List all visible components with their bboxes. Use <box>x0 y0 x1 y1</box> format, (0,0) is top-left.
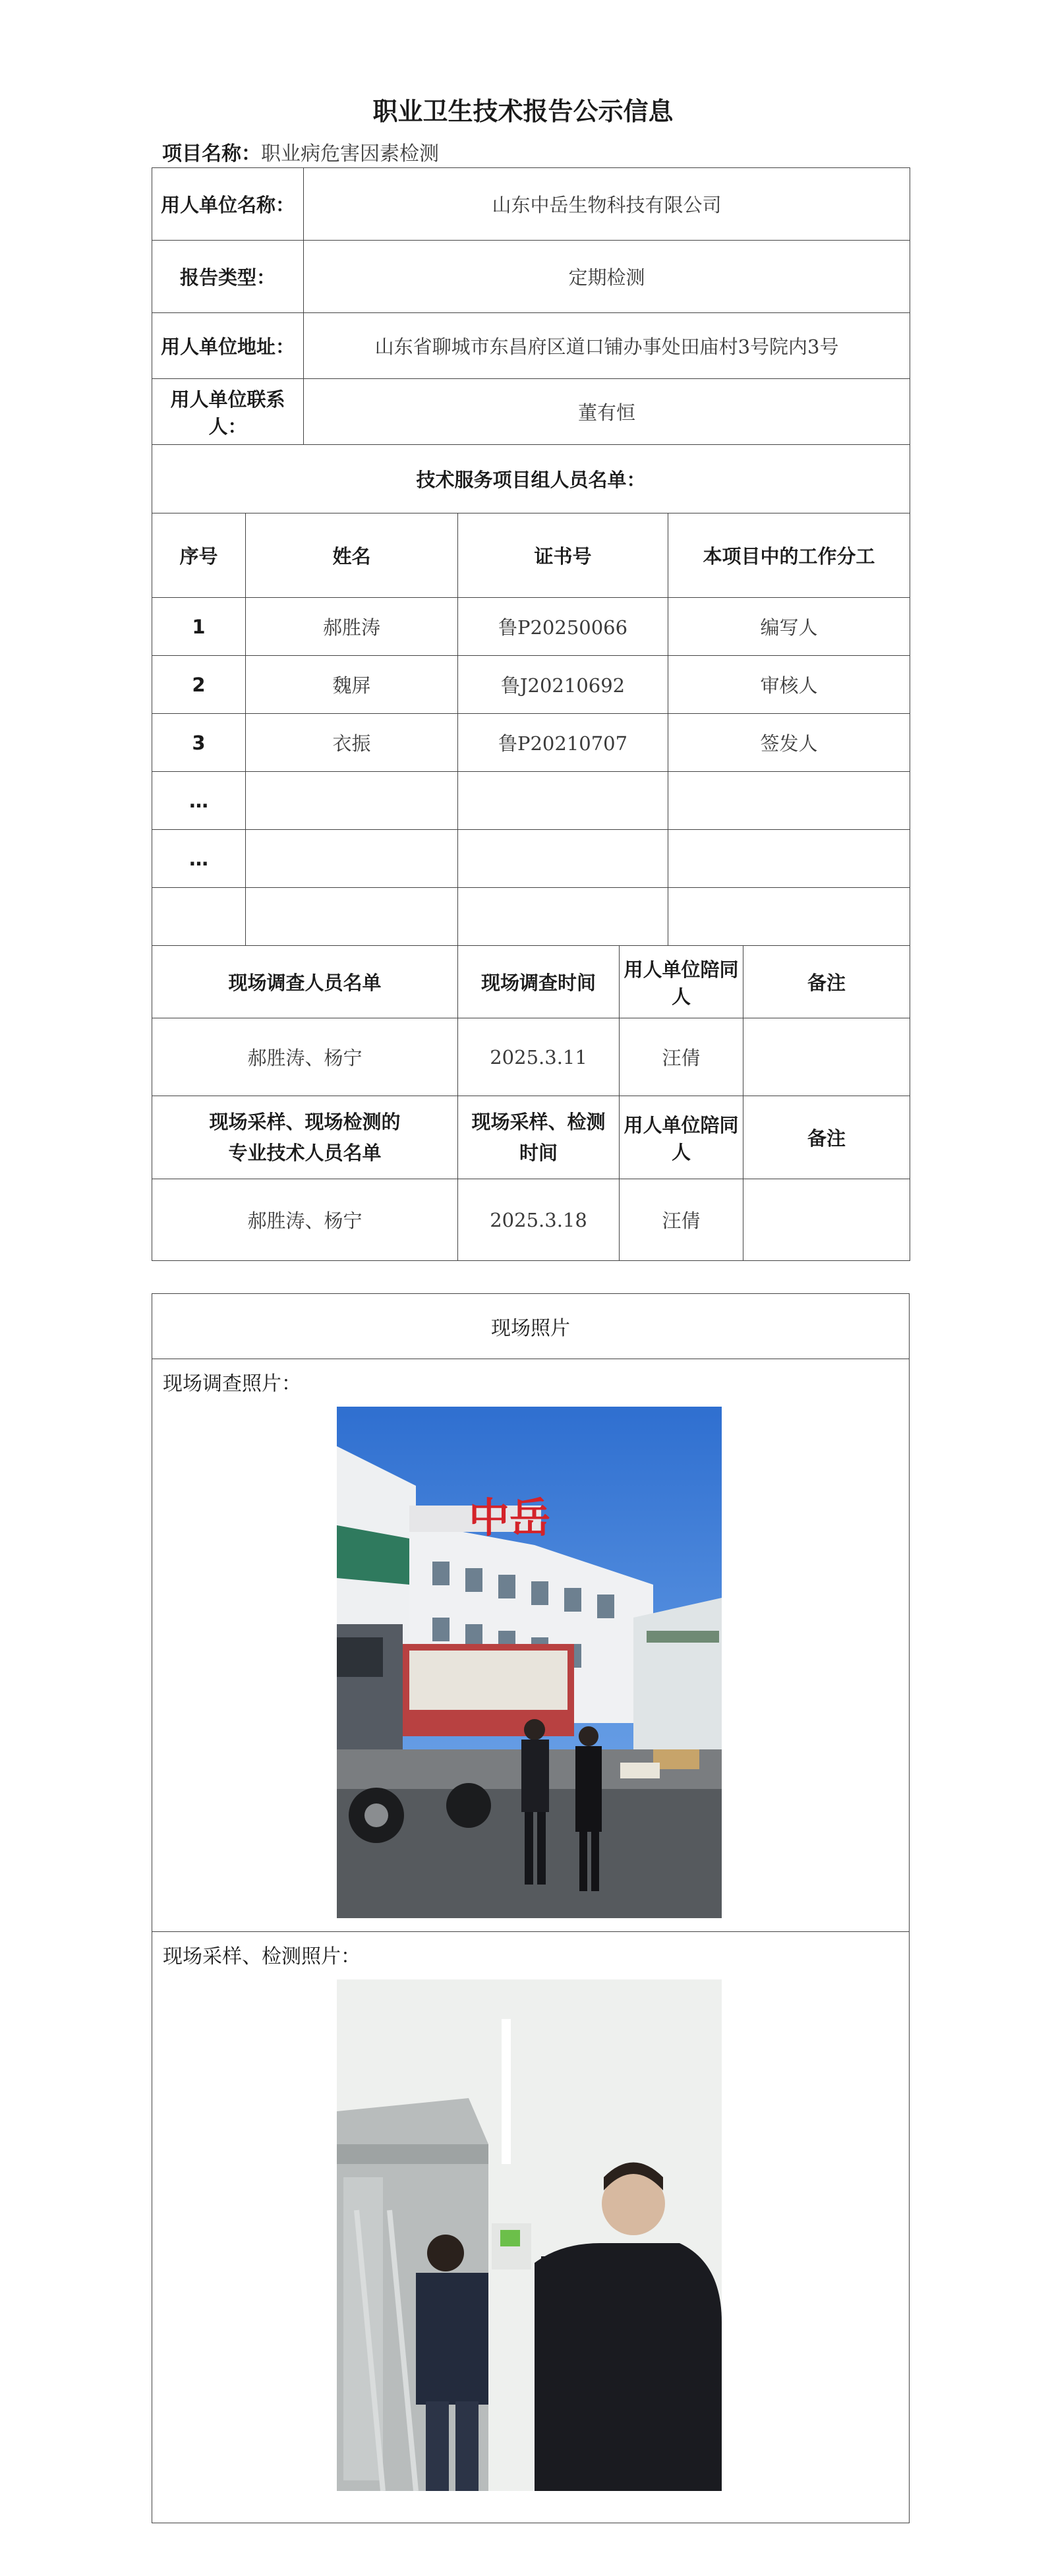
sampling-header-row <box>152 1096 910 1179</box>
team-row-role <box>668 830 910 888</box>
site-photos-heading: 现场照片 <box>152 1294 909 1359</box>
team-row-no: 2 <box>152 656 246 714</box>
survey-photo-label: 现场调查照片： <box>163 1372 301 1395</box>
team-row-role: 签发人 <box>668 714 910 772</box>
project-name-line <box>162 137 439 166</box>
survey-header-row <box>152 946 910 1018</box>
survey-time-header: 现场调查时间 <box>458 946 620 1018</box>
survey-note-header: 备注 <box>743 946 910 1018</box>
info-table <box>152 167 910 1261</box>
site-photos-panel <box>152 1293 910 2523</box>
sampling-companion: 汪倩 <box>620 1179 743 1261</box>
team-heading: 技术服务项目组人员名单： <box>152 445 910 513</box>
report-type-value: 定期检测 <box>304 241 910 313</box>
team-row <box>152 598 910 656</box>
team-header-row <box>152 513 910 598</box>
page-title: 职业卫生技术报告公示信息 <box>372 97 674 126</box>
contact-label: 用人单位联系人： <box>152 379 304 445</box>
survey-photo-section <box>152 1359 909 1932</box>
survey-companion: 汪倩 <box>620 1018 743 1096</box>
company-sign-text: 中岳 <box>469 1494 551 1542</box>
team-header-no: 序号 <box>152 513 246 598</box>
survey-staff: 郝胜涛、杨宁 <box>152 1018 458 1096</box>
sampling-companion-header: 用人单位陪同人 <box>620 1096 743 1179</box>
team-row-name: 衣振 <box>246 714 458 772</box>
team-row-no: … <box>152 772 246 830</box>
team-row-role <box>668 888 910 946</box>
team-row-cert <box>458 830 668 888</box>
team-row-no <box>152 888 246 946</box>
team-header-cert: 证书号 <box>458 513 668 598</box>
team-row-name: 魏屏 <box>246 656 458 714</box>
team-row-name <box>246 888 458 946</box>
employer-name-value: 山东中岳生物科技有限公司 <box>304 168 910 241</box>
address-label: 用人单位地址： <box>152 313 304 379</box>
sampling-photo-label: 现场采样、检测照片： <box>163 1945 361 1968</box>
contact-row <box>152 379 910 445</box>
sampling-note <box>743 1179 910 1261</box>
sampling-photo-section <box>152 1932 909 2523</box>
team-row <box>152 888 910 946</box>
team-row-cert <box>458 888 668 946</box>
team-row-name: 郝胜涛 <box>246 598 458 656</box>
address-row <box>152 313 910 379</box>
survey-photo <box>337 1407 722 1918</box>
survey-row <box>152 1018 910 1096</box>
team-row <box>152 830 910 888</box>
project-name-value: 职业病危害因素检测 <box>261 142 439 165</box>
team-row-cert: 鲁J20210692 <box>458 656 668 714</box>
sampling-staff-header-line2: 专业技术人员名单 <box>228 1141 382 1164</box>
survey-time: 2025.3.11 <box>458 1018 620 1096</box>
report-type-label: 报告类型： <box>152 241 304 313</box>
team-row-cert <box>458 772 668 830</box>
sampling-staff-header <box>152 1096 458 1179</box>
team-header-role: 本项目中的工作分工 <box>668 513 910 598</box>
team-row-role <box>668 772 910 830</box>
team-row-cert: 鲁P20250066 <box>458 598 668 656</box>
team-row-role: 审核人 <box>668 656 910 714</box>
survey-companion-header: 用人单位陪同人 <box>620 946 743 1018</box>
survey-staff-header: 现场调查人员名单 <box>152 946 458 1018</box>
sampling-time: 2025.3.18 <box>458 1179 620 1261</box>
team-row-name <box>246 830 458 888</box>
team-row-cert: 鲁P20210707 <box>458 714 668 772</box>
address-value: 山东省聊城市东昌府区道口铺办事处田庙村3号院内3号 <box>304 313 910 379</box>
project-name-label: 项目名称： <box>162 142 261 165</box>
team-row <box>152 714 910 772</box>
employer-name-label: 用人单位名称： <box>152 168 304 241</box>
team-header-name: 姓名 <box>246 513 458 598</box>
team-row-name <box>246 772 458 830</box>
sampling-row <box>152 1179 910 1261</box>
employer-name-row <box>152 168 910 241</box>
sampling-photo <box>337 1979 722 2491</box>
team-row-role: 编写人 <box>668 598 910 656</box>
team-heading-row <box>152 445 910 513</box>
team-row-no: 1 <box>152 598 246 656</box>
team-row <box>152 772 910 830</box>
sampling-time-header-line2: 时间 <box>519 1141 558 1164</box>
survey-note <box>743 1018 910 1096</box>
sampling-time-header-line1: 现场采样、检测 <box>471 1111 606 1134</box>
team-row-no: … <box>152 830 246 888</box>
report-type-row <box>152 241 910 313</box>
sampling-staff: 郝胜涛、杨宁 <box>152 1179 458 1261</box>
sampling-note-header: 备注 <box>743 1096 910 1179</box>
team-row-no: 3 <box>152 714 246 772</box>
sampling-staff-header-line1: 现场采样、现场检测的 <box>209 1111 401 1134</box>
sampling-time-header <box>458 1096 620 1179</box>
team-row <box>152 656 910 714</box>
contact-value: 董有恒 <box>304 379 910 445</box>
